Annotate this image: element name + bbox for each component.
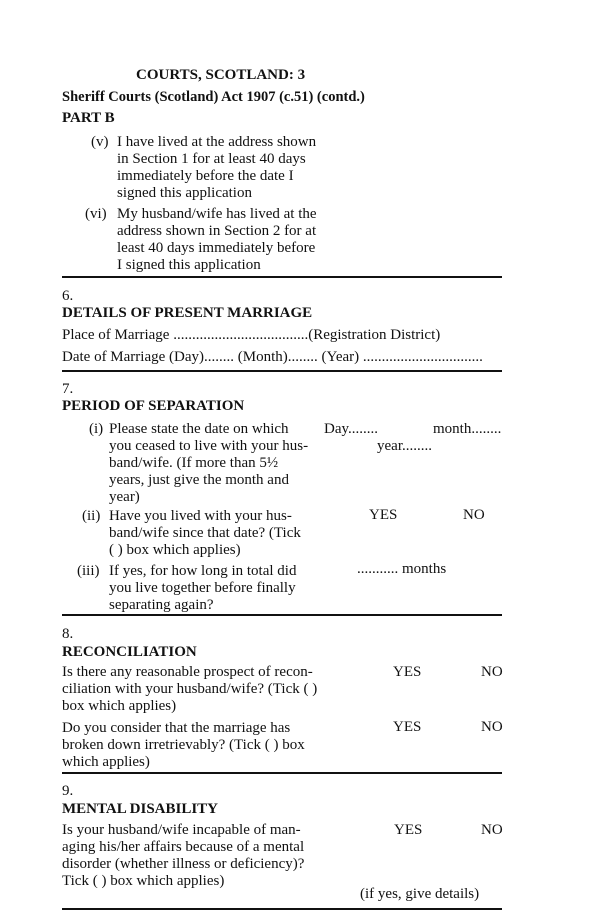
item-number-v: (v) xyxy=(91,134,109,150)
page-title: COURTS, SCOTLAND: 3 xyxy=(136,67,306,83)
section-divider xyxy=(62,370,502,372)
separation-day-field[interactable]: Day........ xyxy=(324,421,379,437)
yes-checkbox-9[interactable]: YES xyxy=(394,822,423,838)
no-checkbox-8a[interactable]: NO xyxy=(481,664,503,680)
yes-checkbox-8b[interactable]: YES xyxy=(393,719,422,735)
yes-checkbox-8a[interactable]: YES xyxy=(393,664,422,680)
section-heading-reconciliation: RECONCILIATION xyxy=(62,644,197,660)
months-field[interactable]: ........... months xyxy=(357,561,447,577)
item-number-vi: (vi) xyxy=(85,206,107,222)
question-reconciliation: Is there any reasonable prospect of recon- ciliation with your husband/wife? (Tick ( ) box which applies) xyxy=(62,664,318,714)
section-number-7: 7. xyxy=(62,381,74,397)
section-heading-mental-disability: MENTAL DISABILITY xyxy=(62,801,219,817)
item-number-ii: (ii) xyxy=(82,508,101,524)
section-heading-marriage: DETAILS OF PRESENT MARRIAGE xyxy=(62,305,313,321)
question-separation-date: Please state the date on which you ceased to live with your hus- band/wife. (If more than 5½ years, just give the month and year) xyxy=(109,421,309,505)
section-divider xyxy=(62,276,502,278)
section-divider xyxy=(62,772,502,774)
details-note: (if yes, give details) xyxy=(360,886,480,902)
section-divider xyxy=(62,908,502,910)
section-number-9: 9. xyxy=(62,783,74,799)
date-of-marriage-field[interactable]: Date of Marriage (Day)........ (Month)........ (Year) ................................ xyxy=(62,349,483,365)
question-mental-disability: Is your husband/wife incapable of man- aging his/her affairs because of a mental disorder (whether illness or deficiency)? Tick ( ) box which applies) xyxy=(62,822,305,889)
part-heading: PART B xyxy=(62,110,115,126)
item-number-iii: (iii) xyxy=(77,563,100,579)
yes-checkbox-7ii[interactable]: YES xyxy=(369,507,398,523)
no-checkbox-7ii[interactable]: NO xyxy=(463,507,485,523)
section-divider xyxy=(62,614,502,616)
question-breakdown: Do you consider that the marriage has broken down irretrievably? (Tick ( ) box which applies) xyxy=(62,720,305,770)
separation-month-field[interactable]: month........ xyxy=(433,421,502,437)
statement-vi: My husband/wife has lived at the address shown in Section 2 for at least 40 days immediately before I signed this application xyxy=(117,206,317,273)
statement-v: I have lived at the address shown in Section 1 for at least 40 days immediately before the date I signed this application xyxy=(117,134,317,201)
place-of-marriage-field[interactable]: Place of Marriage ....................................(Registration District) xyxy=(62,327,441,343)
no-checkbox-9[interactable]: NO xyxy=(481,822,503,838)
question-time-together: If yes, for how long in total did you live together before finally separating again? xyxy=(109,563,297,613)
item-number-i: (i) xyxy=(89,421,104,437)
separation-year-field[interactable]: year........ xyxy=(377,438,432,454)
act-subtitle: Sheriff Courts (Scotland) Act 1907 (c.51) (contd.) xyxy=(62,89,365,105)
question-lived-together: Have you lived with your hus- band/wife since that date? (Tick ( ) box which applies) xyxy=(109,508,301,558)
section-number-6: 6. xyxy=(62,288,74,304)
section-number-8: 8. xyxy=(62,626,74,642)
section-heading-separation: PERIOD OF SEPARATION xyxy=(62,398,245,414)
no-checkbox-8b[interactable]: NO xyxy=(481,719,503,735)
